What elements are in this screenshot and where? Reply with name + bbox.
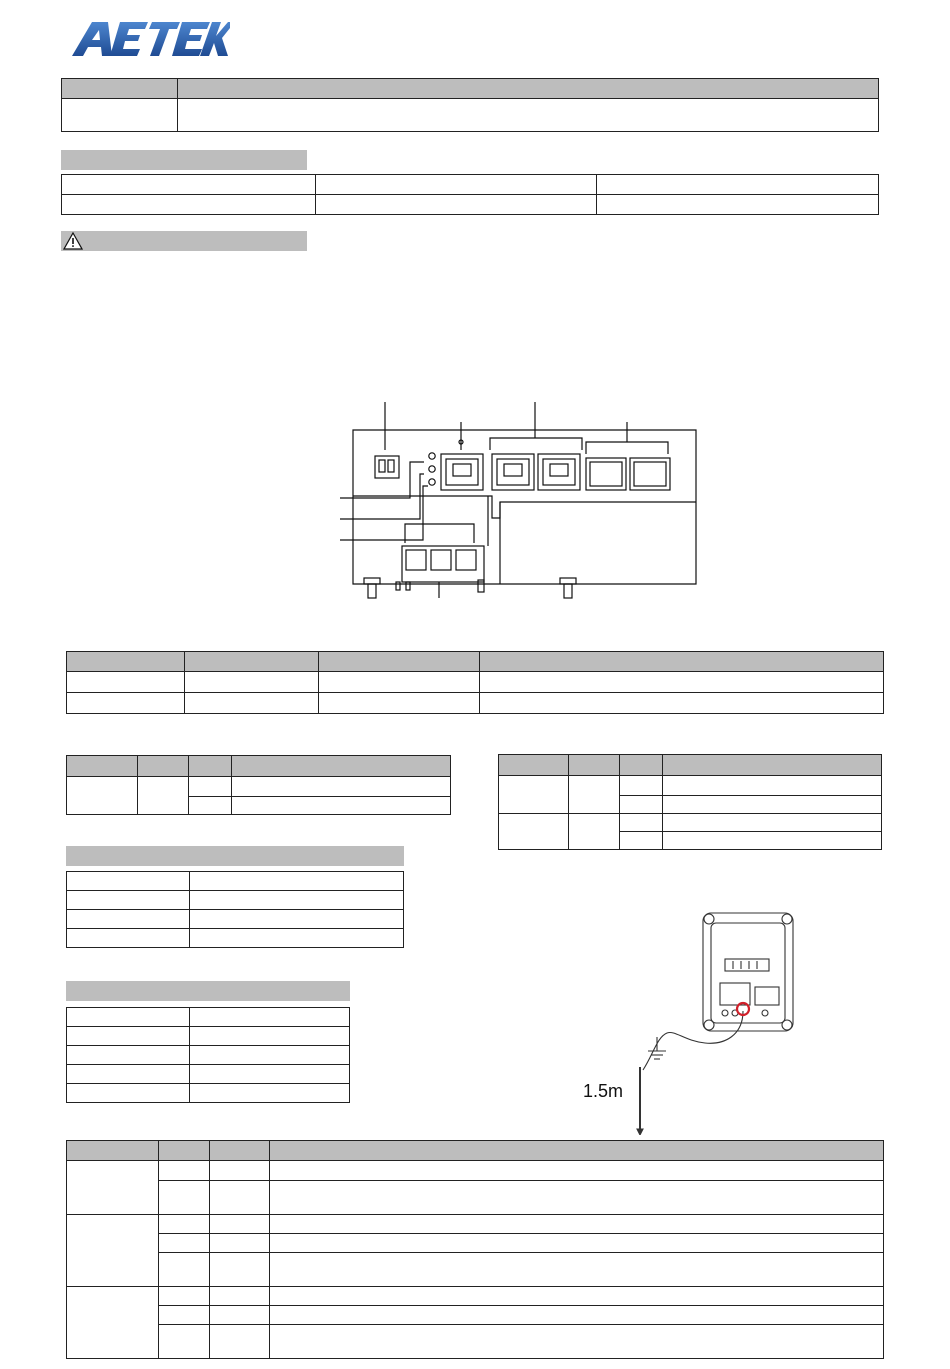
power-pin — [379, 460, 385, 472]
section-header-bar — [66, 981, 350, 1001]
spec-table-4col — [66, 651, 884, 714]
aetek-logo — [68, 16, 230, 58]
mount-hole — [782, 1020, 792, 1030]
mount-hole — [782, 914, 792, 924]
led-indicator — [429, 453, 435, 459]
led-indicator — [429, 466, 435, 472]
terminal-screw — [406, 550, 426, 570]
section-header-bar — [66, 846, 404, 866]
terminal-block — [402, 546, 484, 582]
led-indicator — [429, 479, 435, 485]
spec-table-2col-b — [66, 1007, 350, 1103]
led-table-left — [66, 755, 451, 815]
power-pin — [388, 460, 394, 472]
device-panel-diagram — [340, 398, 700, 608]
mount-hole — [704, 1020, 714, 1030]
mounting-foot — [560, 578, 576, 584]
device-lower-edge — [353, 496, 696, 518]
spec-table-2col-a — [66, 871, 404, 948]
section-header-bar — [61, 150, 307, 170]
distance-label: 1.5m — [583, 1081, 624, 1101]
warning-header-bar — [61, 231, 307, 251]
mount-hole — [704, 914, 714, 924]
ground-cable — [643, 1011, 743, 1070]
terminal-screw — [431, 550, 451, 570]
mounting-foot — [564, 584, 572, 598]
mounting-foot — [364, 578, 380, 584]
intro-table — [61, 78, 879, 132]
sfp-port[interactable] — [630, 458, 670, 490]
status-table — [66, 1140, 884, 1359]
device-body — [353, 430, 696, 584]
callout-bracket — [586, 442, 668, 454]
mounting-foot — [368, 584, 376, 598]
grounding-diagram — [575, 905, 805, 1135]
spec-table-3col — [61, 174, 879, 215]
led-table-right — [498, 754, 882, 850]
sfp-port[interactable] — [586, 458, 626, 490]
terminal-screw — [456, 550, 476, 570]
callout-bracket — [490, 438, 582, 450]
warning-icon — [63, 232, 83, 250]
